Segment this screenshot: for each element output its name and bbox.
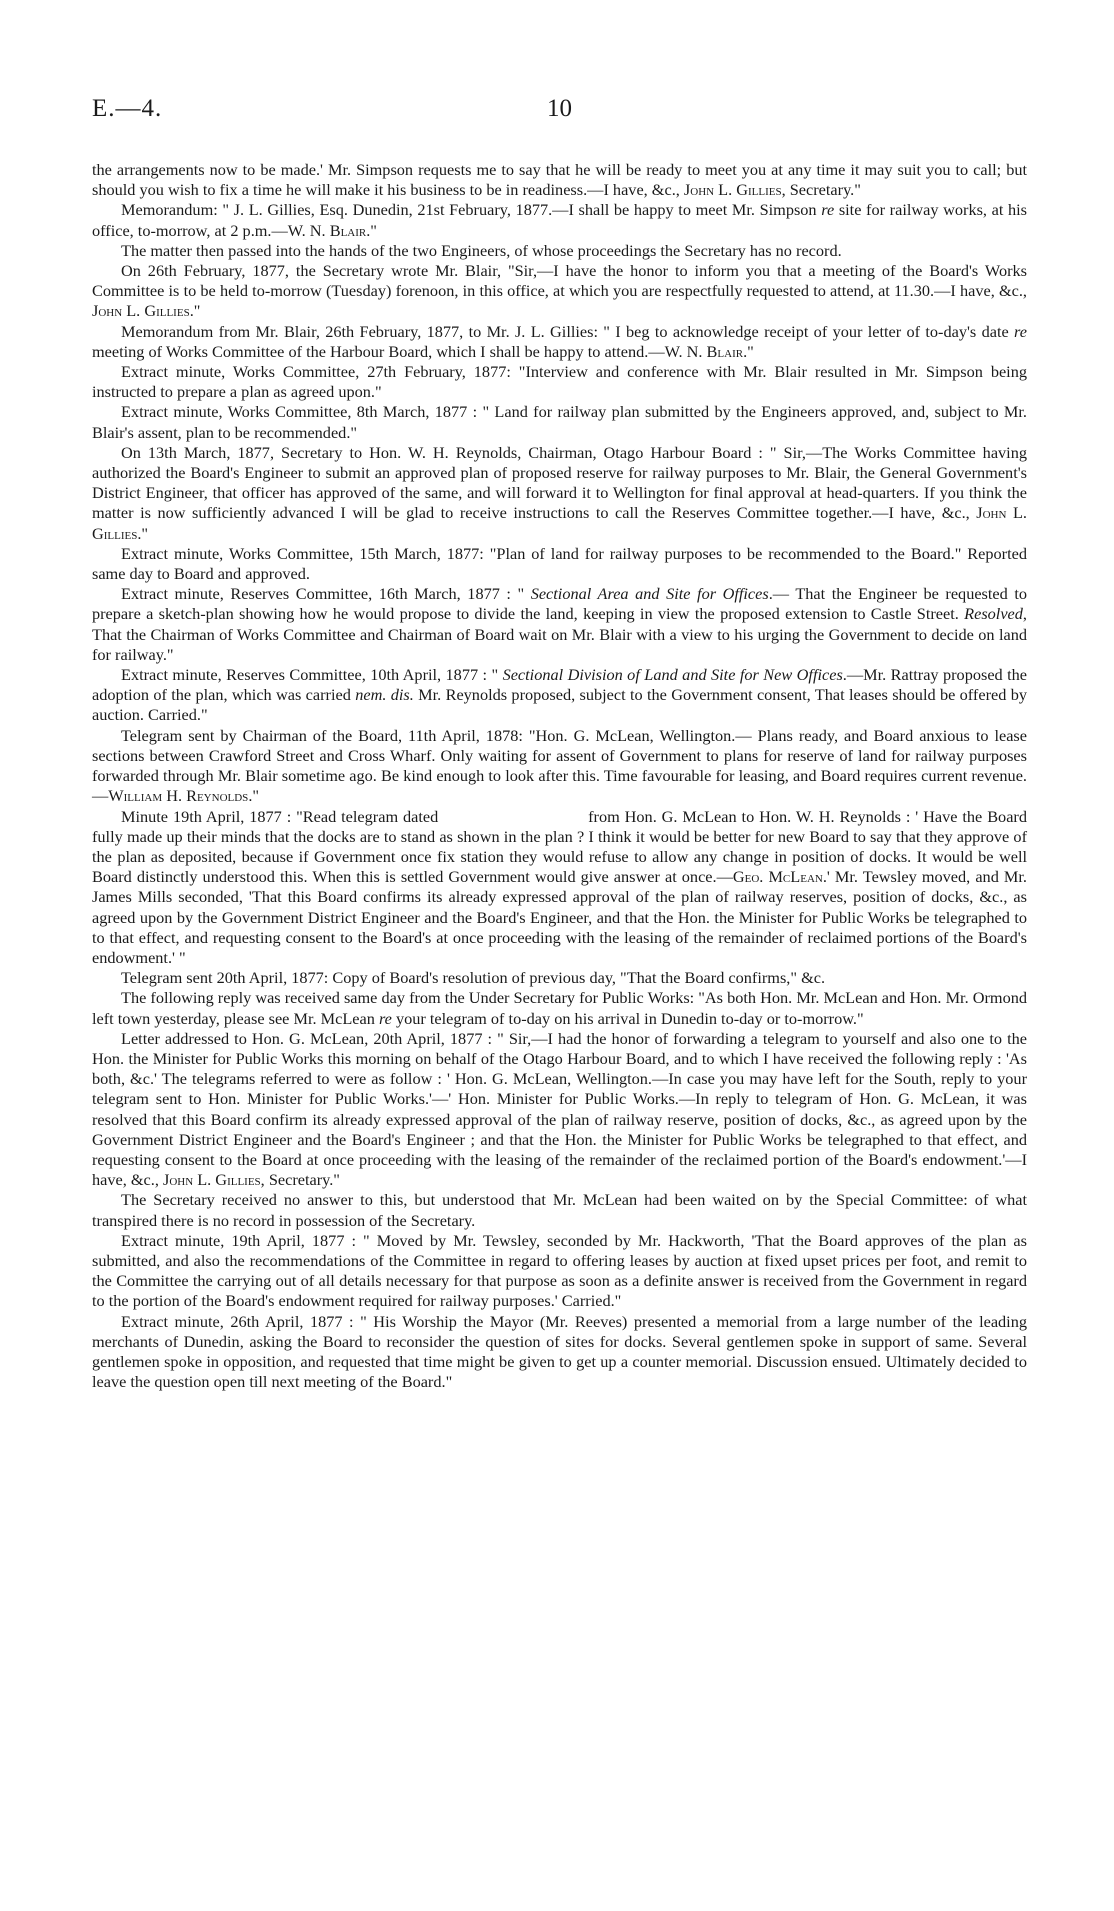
page-number: 10 xyxy=(547,95,572,122)
italic-phrase: re xyxy=(821,200,835,220)
signature-name: Blair xyxy=(706,341,744,361)
signature-name: Geo. McLean xyxy=(732,867,823,887)
body-paragraph: On 26th February, 1877, the Secretary wrote Mr. Blair, "Sir,—I have the honor to inform you that a meeting of the Board's Works Committee is to be held to-morrow (Tuesday) forenoon, in this office, at which you are respectfully requested to attend, at 11.30.—I have, &c., John L. Gillies." xyxy=(92,261,1027,321)
body-paragraph: Minute 19th April, 1877 : "Read telegram dated from Hon. G. McLean to Hon. W. H. Reynolds : ' Have the Board fully made up their minds that the docks are to stand as shown in the plan ? I think it would be better for new Board to say that they approve of the plan as deposited, because if Government once fix station they would refuse to allow any change in position of docks. It would be well Board distinctly understood this. When this is settled Government would give answer at once.—Geo. McLean.' Mr. Tewsley moved, and Mr. James Mills seconded, 'That this Board confirms its already expressed approval of the plan of railway reserves, position of docks, &c., as agreed upon by the Government District Engineer and the Board's Engineer, and that the Hon. the Minister for Public Works be telegraphed to to that effect, and requesting consent to the Board's at once proceeding with the leasing of the remainder of reclaimed portions of the Board's endowment.' " xyxy=(92,806,1027,967)
italic-phrase: nem. dis. xyxy=(355,685,414,705)
body-paragraph: Extract minute, 19th April, 1877 : " Moved by Mr. Tewsley, seconded by Mr. Hackworth, 'That the Board approves of the plan as submitted, and also the recommendations of the Committee in regard to offering leases by auction at fixed upset prices per foot, and remit to the Committee the carrying out of all details necessary for that purpose as soon as a definite answer is received from the Government in regard to the portion of the Board's endowment required for railway purposes.' Carried." xyxy=(92,1230,1027,1311)
body-paragraph: Extract minute, Reserves Committee, 16th March, 1877 : " Sectional Area and Site for Offices.— That the Engineer be requested to prepare a sketch-plan showing how he would propose to divide the land, keeping in view the proposed extension to Castle Street. Resolved, That the Chairman of Works Committee and Chairman of Board wait on Mr. Blair with a view to his urging the Government to decide on land for railway." xyxy=(92,584,1027,664)
italic-phrase: Resolved xyxy=(964,604,1023,624)
document-body xyxy=(92,160,1027,1392)
signature-name: John L. Gillies xyxy=(162,1170,261,1190)
body-paragraph: Letter addressed to Hon. G. McLean, 20th April, 1877 : " Sir,—I had the honor of forwarding a telegram to yourself and also one to the Hon. the Minister for Public Works this morning on behalf of the Otago Harbour Board, and to which I have received the following reply : 'As both, &c.' The telegrams referred to were as follow : ' Hon. G. McLean, Wellington.—In case you may have left for the South, reply to your telegram sent to Hon. Minister for Public Works.'—' Hon. Minister for Public Works.—In reply to telegram of Hon. G. McLean, it was resolved that this Board confirm its already expressed approval of the plan of railway reserve, position of docks, &c., as agreed upon by the Government District Engineer and the Board's Engineer ; and that the Hon. the Minister for Public Works be telegraphed to that effect, and requesting consent to the Board at once proceeding with the leasing of the remainder of the reclaimed portion of the Board's endowment.'—I have, &c., John L. Gillies, Secretary." xyxy=(92,1028,1027,1190)
body-paragraph: Extract minute, Works Committee, 8th March, 1877 : " Land for railway plan submitted by the Engineers approved, and, subject to Mr. Blair's assent, plan to be recommended." xyxy=(92,402,1027,442)
signature-name: William H. Reynolds xyxy=(108,786,249,806)
document-code: E.—4. xyxy=(92,95,163,122)
body-paragraph: The matter then passed into the hands of the two Engineers, of whose proceedings the Secretary has no record. xyxy=(121,240,842,260)
italic-phrase: Sectional Division of Land and Site for New Offices xyxy=(502,665,843,685)
italic-phrase: re xyxy=(378,1008,392,1028)
body-paragraph: On 13th March, 1877, Secretary to Hon. W. H. Reynolds, Chairman, Otago Harbour Board : " Sir,—The Works Committee having authorized the Board's Engineer to submit an approved plan of proposed reserve for railway purposes to Mr. Blair, the General Government's District Engineer, that officer has approved of the same, and will forward it to Wellington for final approval at head-quarters. If you think the matter is now sufficiently advanced I will be glad to receive instructions to call the Reserves Committee together.—I have, &c., John L. Gillies." xyxy=(92,442,1027,543)
signature-name: John L. Gillies xyxy=(92,503,1027,543)
body-paragraph: Extract minute, Reserves Committee, 10th April, 1877 : " Sectional Division of Land and Site for New Offices.—Mr. Rattray proposed the adoption of the plan, which was carried nem. dis. Mr. Reynolds proposed, subject to the Government consent, That leases should be offered by auction. Carried." xyxy=(92,665,1028,725)
italic-phrase: Sectional Area and Site for Offices xyxy=(530,584,769,604)
body-paragraph: Extract minute, Works Committee, 27th February, 1877: "Interview and conference with Mr. Blair resulted in Mr. Simpson being instructed to prepare a plan as agreed upon." xyxy=(92,362,1027,402)
body-paragraph: Extract minute, 26th April, 1877 : " His Worship the Mayor (Mr. Reeves) presented a memorial from a large number of the leading merchants of Dunedin, asking the Board to reconsider the question of sites for docks. Several gentlemen spoke in support of same. Several gentlemen spoke in opposition, and requested that time might be given to get up a counter memorial. Discussion ensued. Ultimately decided to leave the question open till next meeting of the Board." xyxy=(92,1311,1027,1392)
body-paragraph: The following reply was received same day from the Under Secretary for Public Works: "As both Hon. Mr. McLean and Hon. Mr. Ormond left town yesterday, please see Mr. McLean re your telegram of to-day on his arrival in Dunedin to-day or to-morrow." xyxy=(92,988,1027,1028)
body-paragraph: Extract minute, Works Committee, 15th March, 1877: "Plan of land for railway purposes to be recommended to the Board." Reported same day to Board and approved. xyxy=(92,543,1027,584)
signature-name: Blair xyxy=(329,220,367,240)
italic-phrase: re xyxy=(1014,321,1027,341)
body-paragraph: the arrangements now to be made.' Mr. Simpson requests me to say that he will be ready to meet you at any time it may suit you to call; but should you wish to fix a time he will make it his business to be in readiness.—I have, &c., John L. Gillies, Secretary." xyxy=(92,160,1027,200)
signature-name: John L. Gillies xyxy=(92,301,190,321)
body-paragraph: Memorandum from Mr. Blair, 26th February, 1877, to Mr. J. L. Gillies: " I beg to acknowledge receipt of your letter of to-day's date re meeting of Works Committee of the Harbour Board, which I shall be happy to attend.—W. N. Blair." xyxy=(92,321,1027,361)
body-paragraph: Telegram sent by Chairman of the Board, 11th April, 1878: "Hon. G. McLean, Wellington.— Plans ready, and Board anxious to lease sections between Crawford Street and Cross Wharf. Only waiting for assent of Government to plans for reserve of land for railway purposes forwarded through Mr. Blair sometime ago. Be kind enough to look after this. Time favourable for leasing, and Board requires current revenue.—William H. Reynolds." xyxy=(92,725,1027,806)
page-header xyxy=(92,95,1027,135)
body-paragraph: Telegram sent 20th April, 1877: Copy of Board's resolution of previous day, "That the Board confirms," &c. xyxy=(121,968,826,988)
body-paragraph: Memorandum: " J. L. Gillies, Esq. Dunedin, 21st February, 1877.—I shall be happy to meet Mr. Simpson re site for railway works, at his office, to-morrow, at 2 p.m.—W. N. Blair." xyxy=(92,200,1027,240)
signature-name: John L. Gillies xyxy=(683,180,782,200)
body-paragraph: The Secretary received no answer to this, but understood that Mr. McLean had been waited on by the Special Committee: of what transpired there is no record in possession of the Secretary. xyxy=(92,1190,1027,1230)
